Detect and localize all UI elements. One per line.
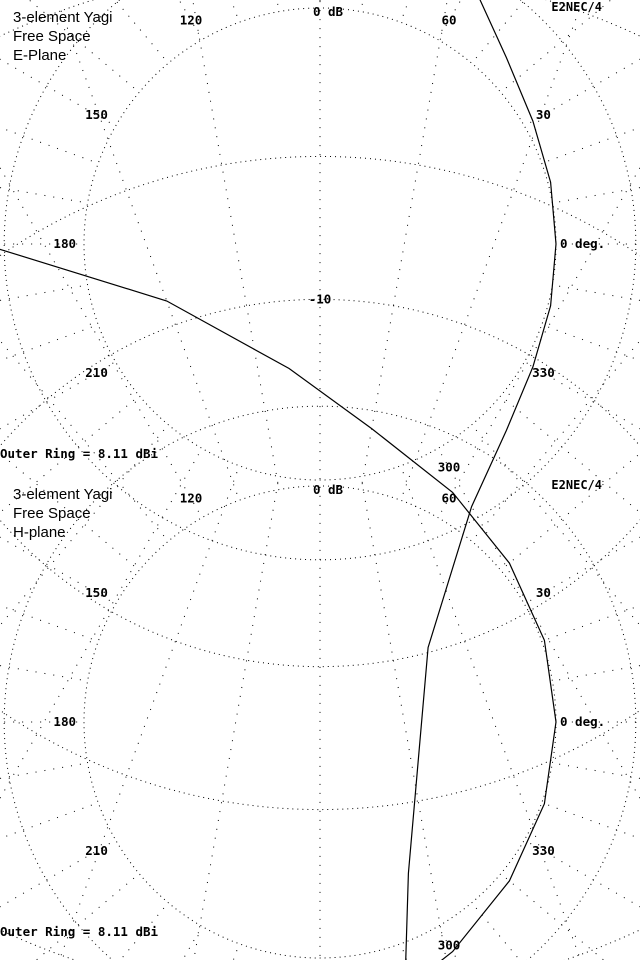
grid-spoke — [0, 0, 98, 163]
grid-spoke — [61, 944, 239, 960]
grid-spoke — [552, 285, 640, 375]
grid-spoke — [0, 0, 168, 63]
angle-label: 120 — [179, 12, 203, 28]
angle-label: 330 — [532, 365, 555, 380]
title-line: 3-element Yagi — [13, 486, 113, 503]
title-line: Free Space — [13, 28, 91, 45]
title-line: Free Space — [13, 505, 91, 522]
zero-db-label: 0 dB — [312, 482, 344, 497]
outer-ring-label: Outer Ring = 8.11 dBi — [0, 446, 159, 461]
angle-label: 180 — [53, 236, 76, 251]
grid-spoke — [438, 0, 640, 40]
angle-label: 300 — [437, 937, 461, 953]
grid-spoke — [189, 0, 279, 12]
grid-spoke — [0, 926, 202, 960]
grid-spoke — [0, 591, 88, 681]
angle-label: 150 — [85, 107, 108, 122]
angle-label: 30 — [535, 585, 551, 600]
grid-spoke — [401, 0, 579, 22]
grid-spoke — [0, 763, 88, 853]
angle-label: 60 — [441, 12, 457, 28]
grid-spoke — [0, 113, 88, 203]
brand-label: E2NEC/4 — [551, 0, 602, 14]
title-line: 3-element Yagi — [13, 9, 113, 26]
grid-spoke — [472, 903, 640, 960]
grid-spoke — [472, 0, 640, 63]
grid-spoke — [552, 591, 640, 681]
grid-spoke — [542, 325, 640, 503]
title-line: E-Plane — [13, 47, 67, 64]
ring-label: -10 — [308, 291, 332, 307]
angle-label: 300 — [437, 459, 461, 475]
angle-label: 120 — [179, 490, 203, 506]
angle-label: 210 — [85, 365, 108, 380]
grid-ring — [84, 8, 556, 480]
grid-spoke — [0, 0, 139, 92]
grid-spoke — [0, 0, 202, 40]
angle-label: 0 deg. — [560, 714, 606, 729]
grid-spoke — [0, 903, 168, 960]
grid-spoke — [401, 944, 579, 960]
grid-spoke — [501, 874, 640, 960]
angle-label: 180 — [53, 714, 76, 729]
angle-label: 330 — [532, 843, 555, 858]
grid-spoke — [0, 803, 98, 960]
grid-spoke — [61, 0, 239, 22]
grid-spoke — [361, 0, 451, 12]
angle-label: 150 — [85, 585, 108, 600]
angle-label: 0 deg. — [560, 236, 606, 251]
angle-label: 210 — [85, 843, 108, 858]
grid-spoke — [0, 463, 98, 641]
h-plane-plot — [0, 291, 640, 958]
angle-label: 60 — [441, 490, 457, 506]
grid-spoke — [501, 0, 640, 92]
grid-spoke — [542, 803, 640, 960]
grid-ring — [84, 486, 556, 958]
grid-spoke — [552, 763, 640, 853]
outer-ring-label: Outer Ring = 8.11 dBi — [0, 924, 159, 939]
grid-spoke — [542, 463, 640, 641]
angle-label: 30 — [535, 107, 551, 122]
title-line: H-plane — [13, 524, 66, 541]
brand-label: E2NEC/4 — [551, 478, 602, 492]
zero-db-label: 0 dB — [312, 4, 344, 19]
grid-spoke — [0, 874, 139, 960]
grid-spoke — [0, 325, 98, 503]
grid-spoke — [552, 113, 640, 203]
grid-spoke — [542, 0, 640, 163]
grid-spoke — [0, 285, 88, 375]
